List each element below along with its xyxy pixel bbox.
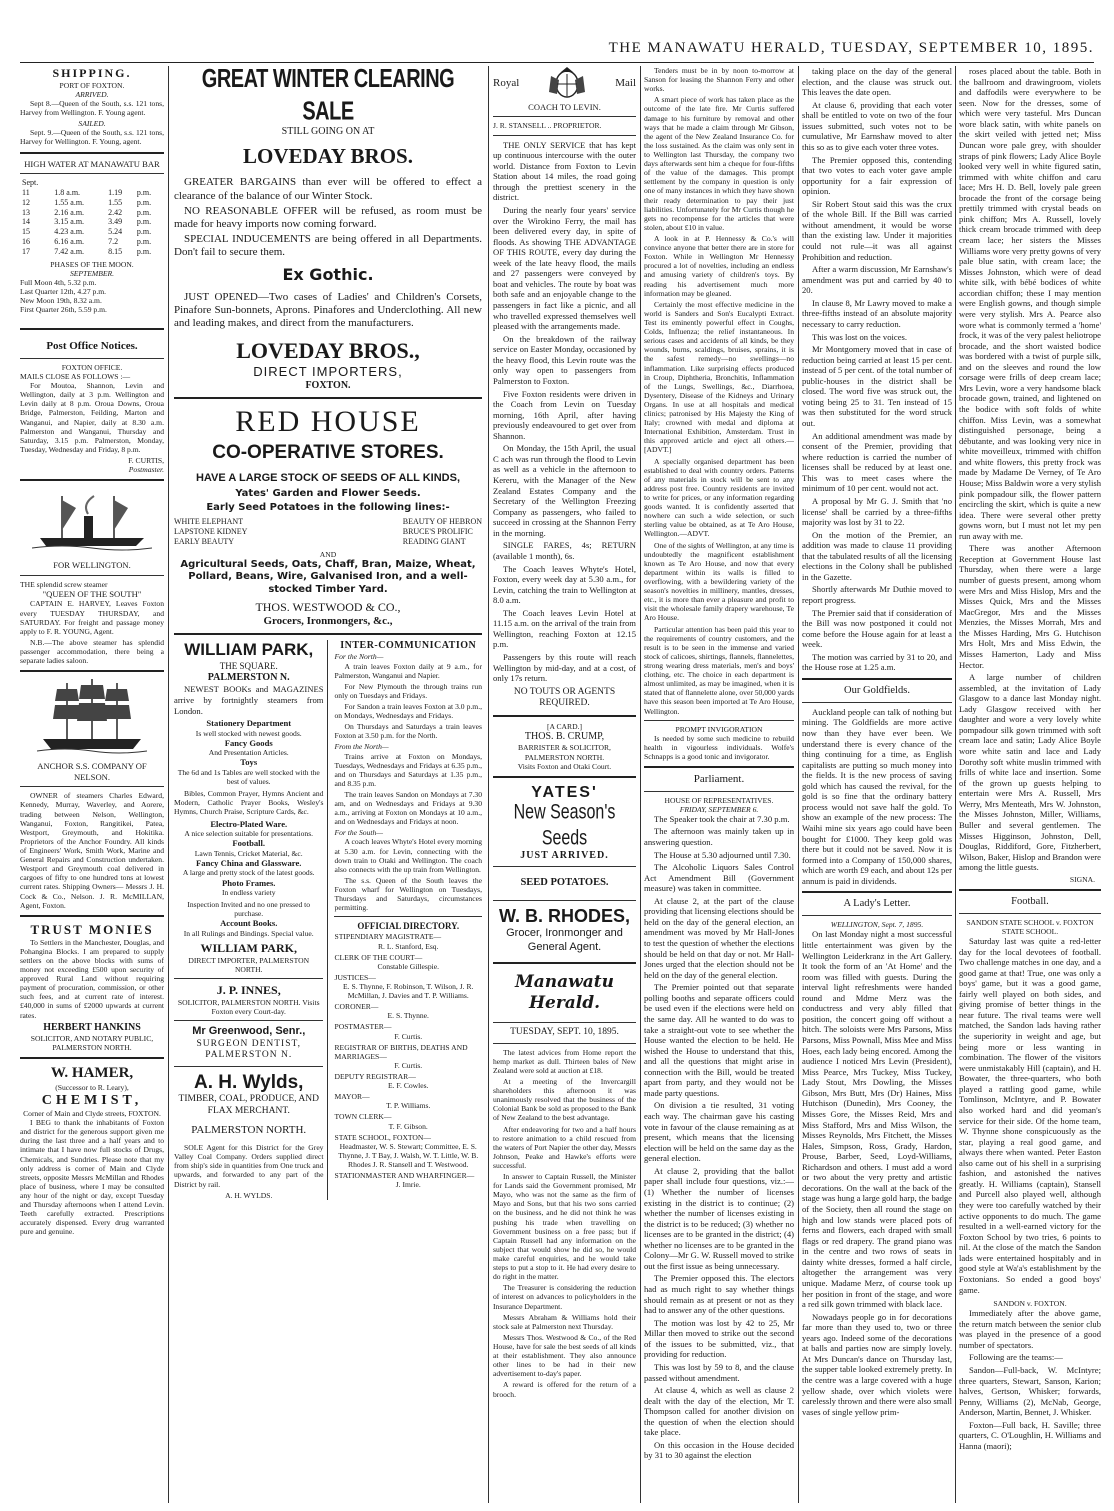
football-teams-text <box>959 1308 1101 1451</box>
inter-items <box>334 662 482 741</box>
parliament-paragraph: At clause 2, at the part of the clause providing that licensing elections should be held on the day of the general election, an amendment was moved by Mr Hall-Jones to test the question of whether the elections should be held on that day or not. Mr Hall-Jones urged that the election should not be held on the day of the general election. <box>644 895 794 980</box>
anchor-text: OWNER of steamers Charles Edward, Kennedy, Murray, Waverley, and Aorere, trading between Nelson, Wellington, Wanganui, Foxton, Rangitikei, Patea, Westport, Greymouth, and Hokitika. Proprietors of the Anchor Foundry. All kinds of Engineers' Work, Smith Work, Marine and General Repairs and Construction undertaken. Westport and Greymouth coal delivered in cargoes of fifty to one hundred tons at lowest current rates. Shipping Owners— Messrs J. H. Cock & Co., Nelson. J. R. McMILLAN, Agent, Foxton. <box>20 791 164 910</box>
column-parliament-cont <box>802 66 952 1503</box>
ladys-letter-text <box>802 929 952 1417</box>
house-heading: HOUSE OF REPRESENTATIVES. <box>664 795 774 805</box>
news-paragraph: Tenders must be in by noon to-morrow at Sanson for leasing the Shannon Ferry and other works. <box>644 66 794 94</box>
arrived-heading: ARRIVED. <box>75 89 109 99</box>
chemist-title: CHEMIST, <box>41 1092 143 1108</box>
issue-date: TUESDAY, SEPT. 10, 1895. <box>510 1026 619 1037</box>
tide-cell: 1.55 a.m. <box>54 197 85 207</box>
moon-phase: Full Moon 4th, 5.32 p.m. <box>20 277 97 287</box>
anchor-company: ANCHOR S.S. COMPANY OF NELSON. <box>37 761 147 782</box>
parliament-continued <box>802 66 952 673</box>
tide-row <box>20 188 164 198</box>
football-heading: Football. <box>232 838 266 849</box>
potato-variety: EARLY BEAUTY <box>174 537 235 547</box>
directory-list <box>334 932 482 1189</box>
coach-paragraph: Passengers by this route will reach Wellington by mid-day, and at a cost, of only 17s return. <box>493 652 636 684</box>
crump-town: PALMERSTON NORTH. <box>524 752 605 762</box>
tide-cell: 2.42 <box>108 207 123 217</box>
potato-variety: WHITE ELEPHANT <box>174 517 244 527</box>
just-arrived: JUST ARRIVED. <box>520 849 609 861</box>
parliament-paragraph: taking place on the day of the general election, and the clause was struck out. This leaves the date open. <box>802 66 952 98</box>
football-text <box>959 936 1101 1295</box>
mail-text: Mail <box>615 77 636 90</box>
ex-gothic: Ex Gothic. <box>282 265 374 285</box>
directory-office: POSTMASTER— <box>334 1022 392 1032</box>
column-shipping <box>20 66 164 1503</box>
directory-holder: J. Imrie. <box>395 1180 421 1190</box>
directory-office: CORONER— <box>334 1002 379 1012</box>
china-text: A large and pretty stock of the latest goods. <box>182 868 315 878</box>
sailing-ship-illustration <box>37 677 147 757</box>
sale-p3: SPECIAL INDUCEMENTS are being offered in all Departments. Don't fail to secure them. <box>174 233 482 259</box>
tide-cell: 4.23 a.m. <box>54 227 85 237</box>
tide-cell: 3.15 a.m. <box>54 217 85 227</box>
william-park: WILLIAM PARK, <box>184 640 314 660</box>
parliament-paragraph: After a warm discussion, Mr Earnshaw's amendment was put and carried by 40 to 20. <box>802 264 952 296</box>
tide-cell: p.m. <box>136 227 152 237</box>
letter-paragraph: On last Monday night a most successful little entertainment was given by the Wellington Leiderkranz in the Art Gallery. It took the form of an 'At Home' and the room was filled with guests. During the interval light refreshments were handed round and Mdme Merz was the conductress and very ably filled that position, the concert going off without a hitch. The soloists were Mrs Parsons, Miss Parsons, Miss Pownall, Miss Mee and Miss Hoes, each lady being encored. Among the audience I noticed Mrs Levin (President), Miss Pearce, Mrs Tuckey, Miss Tuckey, Lady Stout, Mrs Dowling, the Misses Gibson, Mrs Butt, Mrs (Dr) Haines, Miss Hutchison (Dunedin), Mrs Cooney, the Misses Gore, the Misses Reid, Mrs and Miss Stafford, Mrs and Miss Wilson, the Misses Reynolds, Mrs Fitchett, the Misses Hales, Simpson, Ross, Grady, Hardon, Prouse, Barber, Seed, Loyd-Williams, Richardson and others. I must add a word or two about the very pretty and artistic decorations. On the wall at the back of the stage was hung a large gold harp, the badge of the Society, then all round the stage on high and low stands were placed pots of ferns and flowers, each draped with small flags or red drapery. The grand piano was in the centre and two rows of seats in dainty white dresses, formed a half circle, altogether the arrangement was very unique. Madame Merz, of course took up her position in front of the stage, and wore a red silk gown trimmed with black lace. <box>802 929 952 1310</box>
stansell-proprietor: J. R. STANSELL .. PROPRIETOR. <box>493 121 602 131</box>
tide-row <box>20 208 164 218</box>
column-rule <box>955 66 956 1503</box>
sailed-text: Sept. 9.—Queen of the South, s.s. 121 tons, Harvey for Wellington. F. Young, agent. <box>20 128 164 147</box>
coach-paragraph: THE ONLY SERVICE that has kept up continuous intercourse with the outer world. Distance from Foxton to Levin Station about 14 miles, the road going through the prettiest scenery in the district. <box>493 139 636 203</box>
column-rule <box>168 66 169 1503</box>
shipping-title: SHIPPING. <box>52 66 132 80</box>
sailed-heading: SAILED. <box>78 119 106 129</box>
coach-title: COACH TO LEVIN. <box>528 102 601 112</box>
prompt-invigoration: PROMPT INVIGORATION <box>675 724 763 734</box>
for-wellington: FOR WELLINGTON. <box>53 560 131 571</box>
football-paragraph: Saturday last was quite a red-letter day for the local devotees of football. Two challenge matches in one day, and a good game at that! True, one was only a boys' game, but it was a good game, fairly well played on both sides, and giving promise of better things in the near future. The rival teams were well matched, the Sandon lads having rather the superiority in weight and age, but being more or less wanting in combination. The flower of the visitors were unmistakably Hill (captain), and H. Bowater, the three-quarters, who both played a rattling good game, while Tomlinson, McIntyre, and P. Bowater also worked hard and did yeoman's service for their side. Of the home team, W. Thynne shone conspicuously as the star, playing a real good game, and always there when wanted. Peter Easton also came out of his shell in a surprising fashion, and astonished the natives greatly. H. Williams (captain), Stansell and Purcell also played well, although they were too carefully watched by their active opponents to do much. The game resulted in a well-earned victory for the Foxton School by two tries, 6 points to nil. At the close of the match the Sandon lads were entertained hospitably and in good style at Wa'a's establishment by the Foxtonians. So ended a good boys' game. <box>959 935 1101 1295</box>
wylds-trade: TIMBER, COAL, PRODUCE, AND FLAX MERCHANT. <box>178 1094 319 1116</box>
parliament-text <box>644 814 794 1461</box>
hamer-successor: (Successor to R. Leary), <box>55 1082 129 1092</box>
stationery-text: Is well stocked with newest goods. <box>195 728 302 738</box>
hankins-title: SOLICITOR, AND NOTARY PUBLIC, PALMERSTON NORTH. <box>30 1034 154 1053</box>
parliament-paragraph: The afternoon was mainly taken up in answering question. <box>644 826 794 847</box>
westwood-trade: Grocers, Ironmongers, &c., <box>263 614 393 627</box>
coach-paragraph: The Coach leaves Whyte's Hotel, Foxton, every week day at 5.30 a.m., for Levin, catching the train to Wellington at 8.0 a.m. <box>493 563 636 606</box>
parliament-paragraph: The Alcoholic Liquors Sales Control Act Amendment Bill (Government measure) was taken in committee. <box>644 862 794 894</box>
from-north: From the North— <box>334 742 389 752</box>
parliament-paragraph: At clause 6, providing that each voter shall be entitled to vote on two of the four issues submitted, such votes not to be cumulative, Mr Earnshaw moved to alter this so as to give each voter three votes. <box>802 99 952 152</box>
parliament-paragraph: Sir Robert Stout said this was the crux of the whole Bill. If the Bill was carried without amendment, it would be worse than the existing law. Under it majorities could not rule—it was all against Prohibition and reduction. <box>802 198 952 262</box>
football-text: Lawn Tennis, Cricket Material, &c. <box>194 848 303 858</box>
new-seeds: New Season's Seeds <box>513 801 616 850</box>
yates-title: YATES' <box>531 783 598 801</box>
crump-name: THOS. B. CRUMP, <box>524 731 605 743</box>
red-house: RED HOUSE <box>235 405 421 438</box>
parliament-paragraph: Mr Montgomery moved that in case of reduction being carried at least 15 per cent. instead of 5 per cent. of the total number of public-houses in the district shall be closed. The word five was struck out, the voting being 25 to 31. Ten instead of 15 was then substituted for the word struck out. <box>802 344 952 428</box>
innes-name: J. P. INNES, <box>216 983 281 998</box>
news-paragraph: In answer to Captain Russell, the Minister for Lands said the Government promised, Mr Mayo, who was not the same as the firm of Mayo and Sons, but that his two sons carried on the business, and he did not think he was pushing his trade when travelling on Government business on a free pass; but if Captain Russell had any information on the subject that would show he did so, he would make careful enquiries, and he would take steps to put a stop to it. He had every desire to do right in the matter. <box>493 1172 636 1282</box>
arrived-text: Sept 8.—Queen of the South, s.s. 121 tons, Harvey from Wellington. F. Young agent. <box>20 98 164 118</box>
potato-variety: LAPSTONE KIDNEY <box>174 527 248 537</box>
moon-list <box>20 278 164 314</box>
post-signature-title: Postmaster. <box>128 465 164 475</box>
manawatu-herald-title: Manawatu Herald. <box>514 972 615 1014</box>
greenwood-name: Mr Greenwood, Senr., <box>192 1025 306 1038</box>
potato-list-right <box>403 517 482 546</box>
train-notice: Trains arrive at Foxton on Mondays, Tuesdays, Wednesdays and Fridays at 6.35 p.m., and on Thursdays and Saturdays at 1.35 p.m., and 8.35 p.m. <box>334 751 482 788</box>
parliament-paragraph: On this occasion in the House decided by 31 to 30 against the election <box>644 1439 794 1461</box>
sale-title: GREAT WINTER CLEARING SALE <box>201 66 455 126</box>
news-paragraph: At a meeting of the Invercargill shareholders this afternoon it was unanimously resolved that the business of the Colonial Bank be sold as proposed to the Bank of New Zealand to the best advantage. <box>493 1076 636 1123</box>
westwood-name: THOS. WESTWOOD & CO., <box>255 599 401 614</box>
parliament-paragraph: The Premier opposed this. The electors had as much right to say whether things should remain as at present or not as they had to answer any of the other questions. <box>644 1273 794 1316</box>
news-paragraph: Messrs Thos. Westwood & Co., of the Red House, have for sale the best seeds of all kinds at their establishment. They also announce other lines to be had in their new advertisement to-day's paper. <box>493 1332 636 1379</box>
train-notice: For New Plymouth the through trains run only on Tuesdays and Fridays. <box>334 681 482 700</box>
goldfields-heading: Our Goldfields. <box>844 684 910 696</box>
train-notice: For Sandon a train leaves Foxton at 3.0 p.m., on Mondays, Wednesdays and Fridays. <box>334 701 482 721</box>
column-rule <box>798 66 799 1503</box>
port-heading: PORT OF FOXTON. <box>59 80 125 90</box>
for-south: For the South— <box>334 828 383 838</box>
tide-cell: p.m. <box>136 207 152 217</box>
parliament-paragraph: An additional amendment was made by consent of the Premier, providing that where reduction is carried the number of licenses shall be reduced by at least one. This was to meet cases where the minimum of 10 per cent. would not act. <box>802 430 952 494</box>
crump-title: BARRISTER & SOLICITOR, <box>518 743 611 753</box>
signa-signature: SIGNA. <box>1069 874 1095 884</box>
coach-notice: The s.s. Queen of the South leaves the Foxton wharf for Wellington on Tuesdays, Thursdays and Saturdays, circumstances permitting. <box>334 875 482 913</box>
sale-p2: NO REASONABLE OFFER will be refused, as room must be made for heavy imports now coming forward. <box>174 204 482 230</box>
directory-office: REGISTRAR OF BIRTHS, DEATHS AND MARRIAGES— <box>334 1042 468 1061</box>
news-paragraph: Certainly the most effective medicine in the world is Sanders and Son's Eucalypti Extract. Test its eminently powerful effect in Coughs, Colds, Influenza; the relief instantaneous. In serious cases and accidents of all kinds, be they wounds, burns, scaldings, bruises, sprains, it is the safest remedy—no swellings—no inflammation. Like surprising effects produced in Croup, Diphtheria, Bronchitis, Inflammation of the Lungs, Swellings, &c., Diarrhoea, Dysentery, Disease of the Kidneys and Urinary Organs. In use at all hospitals and medical clinics; patronised by His Majesty the King of Italy; crowned with medal and diploma at International Exhibition, Amsterdam. Trust in this approved article and eject all others.—[ADVT.] <box>644 299 794 455</box>
news-paragraph: One of the sights of Wellington, at any time is undoubtedly the magnificent establishment known as Te Aro House, and now that every department within its walls is filled to overflowing, with a bewildering variety of the season's novelties in millinery, mantles, dresses, etc., it is more than ever a pleasure and profit to visit the wholesale family drapery warehouse, Te Aro House. <box>644 540 794 623</box>
innes-text: SOLICITOR, PALMERSTON NORTH. Visits Foxton every Court-day. <box>177 997 320 1016</box>
directory-holder: Constable Gillespie. <box>377 961 440 971</box>
coach-text <box>493 140 636 684</box>
electro-heading: Electro-Plated Ware. <box>210 818 288 829</box>
crump-visits: Visits Foxton and Otaki Court. <box>517 761 612 771</box>
parliament-paragraph: The Premier opposed this, contending that two votes to each voter gave ample opportunity for a fair expression of opinion. <box>802 154 952 197</box>
coach-notice: A coach leaves Whyte's Hotel every morning at 5.30 a.m. for Levin, connecting with the down train to Otaki and Wellington. The coach also connects with the up train from Wellington. <box>334 837 482 874</box>
post-title: Post Office Notices. <box>46 340 138 353</box>
tide-cell: 7.2 <box>108 237 119 247</box>
news-paragraph: A look in at P. Hennessy & Co.'s will convince anyone that better there are in store for Foxton. While in Wellington Mr Hennessy procured a lot of novelties, including an endless and amusing variety of children's toys. By reading his advertisement much more information may be gleaned. <box>644 233 794 298</box>
directory-holder: F. Curtis. <box>394 1031 423 1041</box>
china-heading: Fancy China and Glassware. <box>196 857 302 868</box>
coach-paragraph: During the nearly four years' service over the Wirokino Ferry, the mail has been delivered every day, in spite of floods. As showing THE ADVANTAGE OF THIS ROUTE, every day during the week of the late heavy flood, the mails and 27 passengers were conveyed by boat and vehicles. The route by boat was both safe and an enjoyable change to the passengers in fact like a picnic, and all who travelled expressed themselves well pleased with the arrangements made. <box>493 204 636 332</box>
train-notice: A train leaves Foxton daily at 9 a.m., for Palmerston, Wanganui and Napier. <box>334 661 482 680</box>
post-signature: F. CURTIS, <box>128 455 164 465</box>
chemist-text: I BEG to thank the inhabitants of Foxton and district for the generous support given me during the last three and a half years and to intimate that I have now full stocks of Drugs, Chemicals, and Sundries. Please note that my only address is corner of Main and Clyde streets, opposite Messrs McMillan and Rhodes place of business, where I may be consulted any hour of the night or day, except Tuesday and Thursday afternoons when I attend Levin. Teeth carefully extracted. Prescriptions accurately dispensed. Every drug warranted pure and genuine. <box>20 1118 164 1237</box>
royal-arms-icon <box>547 66 587 102</box>
tide-cell: 1.19 <box>108 187 123 197</box>
tide-cell: 1.8 a.m. <box>54 187 81 197</box>
wpark-palmerston: PALMERSTON N. <box>207 672 290 684</box>
potato-variety: BRUCE'S PROLIFIC <box>402 527 473 537</box>
rhodes-name: W. B. RHODES, <box>498 905 630 926</box>
fancy-text: And Presentation Articles. <box>208 748 289 758</box>
stationery-heading: Stationery Department <box>206 718 292 729</box>
parliament-paragraph: On division a tie resulted, 31 voting each way. The chairman gave his casting vote in favour of the clause remaining as at present, which means that the licensing election will be held on the same day as the general election. <box>644 1100 794 1164</box>
tide-cell: 12 <box>22 197 30 207</box>
tide-cell: 14 <box>22 217 30 227</box>
news-paragraph: A reward is offered for the return of a brooch. <box>493 1380 636 1399</box>
tide-cell: 11 <box>22 187 30 197</box>
column-rule <box>640 66 641 1503</box>
photo-heading: Photo Frames. <box>222 877 276 888</box>
tide-cell: 3.49 <box>108 217 123 227</box>
parliament-paragraph: This was lost by 59 to 8, and the clause passed without amendment. <box>644 1361 794 1383</box>
yates-seeds: Yates' Garden and Flower Seeds. <box>235 487 421 499</box>
goldfields-text <box>802 707 952 887</box>
potato-variety: BEAUTY OF HEBRON <box>402 517 482 527</box>
hankins-name: HERBERT HANKINS <box>43 1021 141 1033</box>
mails-heading: MAILS CLOSE AS FOLLOWS :— <box>20 371 131 381</box>
news-paragraph: The Treasurer is considering the reduction of interest on advances to policyholders in the Insurance Department. <box>493 1283 636 1311</box>
coop-stores: CO-OPERATIVE STORES. <box>212 441 444 463</box>
coach-paragraph: The Coach leaves Levin Hotel at 11.15 a.m. on the arrival of the train from Wellington, reaching Foxton at 12.15 p.m. <box>493 607 636 650</box>
bibles-text: Bibles, Common Prayer, Hymns Ancient and Modern, Catholic Prayer Books, Wesley's Hymns, Church Praise, Scripture Cards, &c. <box>174 789 324 817</box>
directory-office: TOWN CLERK— <box>334 1112 392 1122</box>
parliament-paragraph: This was lost on the voices. <box>812 331 907 342</box>
william-park-2: WILLIAM PARK, <box>200 941 297 956</box>
moon-title: PHASES OF THE MOON. <box>50 259 134 269</box>
football-paragraph: Foxton—Full back, H. Saville; three quarters, C. O'Loughlin, H. Williams and Hanna (maori); <box>959 1419 1101 1451</box>
wylds-ad: SOLE Agent for this District for the Grey Valley Coal Company. Orders supplied direct from ship's side in quantities from One truck and upwards, and forwarded to any part of the District by rail. <box>174 1143 324 1189</box>
steamer-illustration <box>32 486 152 556</box>
parliament-paragraph: The Premier said that if consideration of the Bill was now postponed it could not come before the House again for at least a week. <box>802 607 952 650</box>
loveday-title: LOVEDAY BROS. <box>243 144 413 169</box>
toys-text: The 6d and 1s Tables are well stocked with the best of values. <box>177 767 320 787</box>
tide-cell: 6.16 a.m. <box>54 237 85 247</box>
direct-importers: DIRECT IMPORTERS, <box>253 363 403 379</box>
tide-table <box>20 178 164 257</box>
directory-holder: R. L. Stanford, Esq. <box>377 941 439 951</box>
parliament-heading: Parliament. <box>693 773 745 786</box>
tide-row <box>20 247 164 257</box>
directory-office: CLERK OF THE COURT— <box>334 952 423 962</box>
parliament-paragraph: Shortly afterwards Mr Duthie moved to report progress. <box>802 584 952 605</box>
tide-cell: 2.16 a.m. <box>54 207 85 217</box>
fancy-goods: Fancy Goods <box>224 737 273 748</box>
loveday-bros: LOVEDAY BROS., <box>236 337 420 363</box>
steamer-text: CAPTAIN E. HARVEY, Leaves Foxton every TUESDAY THURSDAY, and SATURDAY. For freight and passage money apply to F. R. YOUNG, Agent. <box>20 599 164 636</box>
parliament-paragraph: The motion was lost by 42 to 25, Mr Millar then moved to strike out the second of the issues to be submitted, viz., that providing for reduction. <box>644 1317 794 1360</box>
sale-sub: STILL GOING ON AT <box>281 126 375 138</box>
news-paragraph: A smart piece of work has taken place as the outcome of the late fire. Mr Curtis suffered damage to his furniture by removal and other ways that he made a claim through Mr Gibson, the agent of the New Zealand Insurance Co. for the loss sustained. As the claim was only sent in to Wellington last Thursday, the company two days afterwards sent him a cheque for four-fifths of the value of the damages. This prompt settlement by the company in question is only one of many instances in which they have shown their ready determination to pay their just liabilities. Unfortunately for Mr Curtis though he gets no recompense for the articles that were stolen, about £10 in value. <box>644 95 794 232</box>
tide-row <box>20 198 164 208</box>
greenwood-text: SURGEON DENTIST, PALMERSTON N. <box>196 1038 301 1061</box>
directory-holder: F. Curtis. <box>394 1060 423 1070</box>
toys-heading: Toys <box>240 757 258 768</box>
for-north: For the North— <box>334 652 384 662</box>
tide-row <box>20 217 164 227</box>
tide-header: Sept. <box>22 178 39 188</box>
column-advertisements <box>174 66 482 1503</box>
mails-text: For Moutoa, Shannon, Levin and Wellington, daily at 3 p.m. Wellington and Levin daily at 8 p.m. Oroua Downs, Oroua Bridge, Palmerston, Feilding, Marton and Wanganui, and Napier, daily at 8.30 a.m. Palmerston and Wanganui, Thursday and Saturday, 3.15 p.m. Palmerston, Monday, Tuesday, Wednesday and Friday, 8 p.m. <box>20 381 164 454</box>
tide-cell: 13 <box>22 207 30 217</box>
inspection-text: Inspection Invited and no one pressed to purchase. <box>187 900 311 919</box>
directory-office: STATE SCHOOL, FOXTON— <box>334 1132 431 1142</box>
parliament-paragraph: The motion was carried by 31 to 20, and the House rose at 1.25 a.m. <box>802 651 952 673</box>
column-society-football <box>959 66 1101 1503</box>
steamer-nb: N.B.—The above steamer has splendid passenger accommodation, there being a separate ladies saloon. <box>20 637 164 666</box>
tide-cell: p.m. <box>136 246 152 256</box>
coach-paragraph: On Monday, the 15th April, the usual C ach was run through the flood to Levin as well as a vehicle in the afternoon to Kereru, with the Manager of the New Zealand Estates Company and the Secretary of the Wellington Freezing Company as passengers, who failed to succeed in crossing at the Shannon Ferry in the morning. <box>493 443 636 538</box>
directory-holder: E. S. Thynne, F. Robinson, T. Wilson, J. R. McMillan, J. Davies and T. P. Williams. <box>343 981 474 1001</box>
tide-row <box>20 237 164 247</box>
wylds-palmerston: PALMERSTON NORTH. <box>191 1123 307 1136</box>
parliament-paragraph: At clause 4, which as well as clause 2 dealt with the day of the election, Mr T. Thompson called for another division on the question of when the election should take place. <box>644 1385 794 1438</box>
moon-phase: Last Quarter 12th, 4.27 p.m. <box>20 287 107 297</box>
post-office: FOXTON OFFICE. <box>61 362 123 372</box>
wellington-dateline: WELLINGTON, Sept. 7, 1895. <box>830 920 924 930</box>
wpark2-text: DIRECT IMPORTER, PALMERSTON NORTH. <box>188 955 310 974</box>
loveday-foxton: FOXTON. <box>305 379 351 391</box>
tide-title: HIGH WATER AT MANAWATU BAR <box>24 158 160 169</box>
moon-phase: New Moon 19th, 8.32 a.m. <box>20 296 102 306</box>
tide-cell: 1.55 <box>108 197 123 207</box>
parliament-paragraph: In clause 8, Mr Lawry moved to make a three-fifths instead of an absolute majority necessary to carry reduction. <box>802 297 952 329</box>
directory-office: DEPUTY REGISTRAR— <box>334 1071 416 1081</box>
card-label: [A CARD.] <box>546 722 583 732</box>
potato-variety: READING GIANT <box>402 537 466 547</box>
steamer-name: "QUEEN OF THE SOUTH" <box>42 588 142 599</box>
column-rule <box>488 66 489 1503</box>
column-coach <box>493 66 636 1503</box>
ladys-letter-heading: A Lady's Letter. <box>843 898 911 910</box>
sandon-school-heading: SANDON STATE SCHOOL v. FOXTON STATE SCHOOL. <box>966 917 1094 936</box>
trust-text: To Settlers in the Manchester, Douglas, and Pohangina Blocks. I am prepared to supply settlers on the above blocks with sums of money not exceeding £500 upon security of approved Rural Land without requiring payment of procuration, commission, or other such fees, and at current rate of interest. £40,000 in sums of £2000 upwards at current rates. <box>20 937 164 1020</box>
parliament-paragraph: The Speaker took the chair at 7.30 p.m. <box>654 813 790 824</box>
goldfields-paragraph: Auckland people can talk of nothing but mining. The Goldfields are more active now than they have ever been. We understand there is every chance of the thing continuing for a time, as English capitalists are putting so much money into the fields. It is the new process of saving gold which has caused the revival, for the gold is so fine that the ordinary battery process would not save half the gold. To show an example of the new process: The Waihi mine six years ago could have been bought for £1000. They keep gold was there but it could not be saved. Now it is formed into a Company of 150,000 shares, which are worth £9 each, and about 12s per annum is paid in dividends. <box>802 706 952 886</box>
tide-cell: 7.42 a.m. <box>54 246 85 256</box>
directory-office: JUSTICES— <box>334 972 376 982</box>
letter-paragraph: A large number of children assembled, at the invitation of Lady Glasgow to a dance last Monday night. Lady Glasgow received with her daughter and wore a very lovely white pompadour silk gown trimmed with soft cream lace and satin; Lady Alice Boyle wore white satin and lace and Lady Dorothy soft white muslin trimmed with frills of white lace and insertion. Some of the grown up guests helping to entertain were Mrs A. Russell, Mrs Werry, Mrs Menteath, Mrs W. Johnston, the Misses Johnston, Miller, Williams, Buller and several gentlemen. The Misses Higginson, Johnston, Dell, Douglas, Riddiford, Gore, Fitzherbert, Wilson, Baker, Hislop and Brandon were among the little guests. <box>959 672 1101 873</box>
agricultural-seeds: Agricultural Seeds, Oats, Chaff, Bran, Maize, Wheat, Pollard, Beans, Wire, Galvanised Iron, and a well-stocked Timber Yard. <box>180 558 476 595</box>
seeds-heading: HAVE A LARGE STOCK OF SEEDS OF ALL KINDS, <box>195 472 461 485</box>
and-text: AND <box>319 549 337 559</box>
tide-row <box>20 227 164 237</box>
photo-text: In endless variety <box>221 888 276 898</box>
tide-cell: p.m. <box>136 237 152 247</box>
no-touts: NO TOUTS OR AGENTS REQUIRED. <box>513 686 616 709</box>
wylds-name: A. H. Wylds, <box>194 1071 304 1093</box>
seed-potatoes-heading: Early Seed Potatoes in the following lines:- <box>206 502 450 514</box>
sandon-foxton-heading: SANDON v. FOXTON. <box>993 1299 1067 1309</box>
news-items <box>493 1048 636 1399</box>
parliament-paragraph: A proposal by Mr G. J. Smith that 'no license' shall be carried by a three-fifths majority was lost by 31 to 22. <box>802 495 952 528</box>
letter-paragraph: roses placed about the table. Both in the ballroom and drawingroom, violets and daffodils were everywhere to be seen. Now for the dresses, some of which were very tasteful. Mrs Duncan wore black satin, with white panels on the skirt veiled with jetted net; Miss Duncan wore pale grey, with shoulder straps of pink flowers; Lady Alice Boyle looked very well in white figured satin, trimmed with white chiffon and caru lace; Mrs H. D. Bell, lovely pale green brocade the front of the corsage being prettily trimmed with crystal beads on pink chiffon; Mrs A. Russell, lovely thick cream brocade trimmed with deep cream lace; her sisters the Misses Williams wore very pretty gowns of very pale blue satin, with cream lace; the Misses Johnston, which were of dead white silk, with bébé bodices of white accordian chiffon; these I may mention were English gowns, and though simple were very stylish. Mrs A. Pearce also wore what is commonly termed a 'home' frock, it was of the very palest heliotrope brocade, and the short waisted bodice was bordered with a twist of purple silk, and on the sleeves and round the low corsage were frills of deep cream lace; Mrs Levin, wore a very handsome black brocade gown, trained, and lightened on the bodice with soft folds of white chiffon. Miss Levin, was a somewhat distinguished personage, being a débutante, and was looking very nice in white moveilleux, trimmed with chiffon and white flowers, this pretty frock was made by Madame De Verney, of Te Aro House; Miss Baldwin wore a very stylish pink pompadour silk, the flower pattern encircling the skirt, which is quite a new idea. There were several other pretty gowns worn, but I must not let my pen run away with me. <box>959 66 1101 541</box>
rhodes-trade: Grocer, Ironmonger and General Agent. <box>506 927 623 953</box>
electro-text: A nice selection suitable for presentations. <box>184 829 314 839</box>
parliament-paragraph: The Premier pointed out that separate polling booths and separate officers could be used even if the elections were held on the same day. All he wanted to do was to take a straight-out vote to see whether the House wanted the election to be held. He wished the House to understand that this, and all the questions that might arise in connection with the Bill, would be treated apart from party, and they would not be made party questions. <box>644 982 794 1098</box>
news-paragraph: A specially organised department has been established to deal with country orders. Patterns of any materials in stock will be sent to any address post free. Country residents are invited to write for prices, or any information regarding goods wanted. It is confidently asserted that nowhere can such a wide selection, or such sterling value be obtained, as at Te Aro House, Wellington.—ADVT. <box>644 456 794 539</box>
inter-communication: INTER-COMMUNICATION <box>340 640 477 652</box>
directory-holder: E. F. Cowles. <box>387 1081 429 1091</box>
south-items <box>334 837 482 912</box>
football-heading: Football. <box>1011 895 1049 907</box>
parliament-paragraph: On the motion of the Premier, an addition was made to clause 11 providing that the tabulated results of all the licensing elections in the Colony shall be published in the Gazette. <box>802 529 952 582</box>
wylds-signature: A. H. WYLDS. <box>225 1190 273 1200</box>
coach-paragraph: Five Foxton residents were driven in the Coach from Levin on Tuesday morning, 16th April, after having previously endeavoured to get over from Shannon. <box>493 388 636 441</box>
tide-cell: 17 <box>22 246 30 256</box>
trust-monies: TRUST MONIES <box>30 921 154 937</box>
moon-month: SEPTEMBER. <box>69 268 115 278</box>
wpark-text: NEWEST BOOKs and MAGAZINES arrive by fortnightly steamers from London. <box>174 684 324 716</box>
news-paragraph: Messrs Abraham & Williams hold their stock sale at Palmerston next Thursday. <box>493 1312 636 1331</box>
tide-cell: p.m. <box>136 197 152 207</box>
local-news <box>644 66 794 716</box>
account-heading: Account Books. <box>220 918 278 929</box>
news-paragraph: After endeavoring for two and a half hours to restore animation to a child rescued from the waters of Port Napier the other day, Messrs Johnson, Peake and Hawke's efforts were successful. <box>493 1124 636 1170</box>
football-paragraph: Sandon—Full-back, W. McIntyre; three quarters, Stewart, Sanson, Karion; halves, Gertson, Whisker; forwards, Penny, Williams (2), McNab, George, Anderson, Martin, Bennet, J. Whisker. <box>959 1365 1101 1418</box>
masthead: THE MANAWATU HERALD, TUESDAY, SEPTEMBER 10, 1895. <box>20 40 1094 63</box>
tide-cell: p.m. <box>136 187 152 197</box>
football-paragraph: Immediately after the above game, the return match between the senior club was played in the presence of a good number of spectators. <box>959 1308 1101 1350</box>
friday-date: FRIDAY, SEPTEMBER 6. <box>679 804 759 814</box>
hamer-name: W. HAMER, <box>50 1065 134 1082</box>
news-paragraph: The latest advices from Home report the hemp market as dull. Thirteen bales of New Zealand were sold at auction at £18. <box>493 1047 636 1075</box>
tide-cell: 16 <box>22 237 30 247</box>
steamer-intro: THE splendid screw steamer <box>20 579 108 589</box>
parliament-paragraph: At clause 2, providing that the ballot paper shall include four questions, viz.:—(1) Whether the number of licenses existing in the district is to continue; (2) whether the number of licenses existing in the district is to be reduced; (3) whether no licenses are to be granted in the district; (4) whether no licenses are to be granted in the Colony—Mr G. W. Russell moved to strike out the first issue as being unnecessary. <box>644 1165 794 1271</box>
moon-phase: First Quarter 26th, 5.59 p.m. <box>20 305 107 315</box>
train-notice: On Thursdays and Saturdays a train leaves Foxton at 3.50 p.m. for the North. <box>334 722 482 741</box>
tide-cell: 15 <box>22 227 30 237</box>
column-local-news <box>644 66 794 1503</box>
society-text <box>959 66 1101 873</box>
tide-cell: p.m. <box>136 217 152 227</box>
parliament-paragraph: The House at 5.30 adjourned until 7.30. <box>654 849 791 860</box>
potato-list-left <box>174 517 247 546</box>
directory-office: MAYOR— <box>334 1092 370 1102</box>
directory-holder: T. F. Gibson. <box>388 1121 428 1131</box>
prompt-text: Is needed by some such medicine to rebuild health in vigourless individuals. Wolfe's Schnapps is a good tonic and invigorator. <box>644 733 794 761</box>
train-notice: The train leaves Sandon on Mondays at 7.30 am, and on Wednesdays and Fridays at 9.30 a.m., arriving at Foxton on Mondays at 10 a.m., and on Wednesdays and Fridays at noon. <box>334 789 482 827</box>
account-text: In all Rulings and Bindings. Special value. <box>183 928 314 938</box>
seed-potatoes: SEED POTATOES. <box>520 877 609 889</box>
letter-paragraph: Nowadays people go in for decorations far more than they used to, two or three years ago. Indeed some of the decorations at balls and parties now are simply lovely. At Mrs Duncan's dance on Thursday last, the supper table looked extremely pretty. In the centre was a large covered with a huge yellow shade, over which violets were carelessly thrown and there were also small vases of single yellow prim- <box>802 1311 952 1417</box>
tide-cell: 5.24 <box>108 227 123 237</box>
tide-cell: 8.15 <box>108 246 123 256</box>
coach-paragraph: On the breakdown of the railway service on Easter Monday, occasioned by the heavy flood, this Levin route was the only way open to passengers from Palmerston to Foxton. <box>493 333 636 386</box>
football-paragraph: Following are the teams:— <box>969 1352 1063 1363</box>
wpark-square: THE SQUARE. <box>219 661 278 672</box>
directory-holder: Headmaster, W. S. Stewart; Committee, E. S. Thynne, J. T Bay, J. Walsh, W. T. Little, W. B. Rhodes J. R. Stansell and T. Westwood. <box>338 1141 479 1169</box>
sale-p1: GREATER BARGAINS than ever will be offered to effect a clearance of the balance of our Winter Stock. <box>174 176 482 202</box>
sale-p4: JUST OPENED—Two cases of Ladies' and Children's Corsets, Pinafore Sun-bonnets, Aprons. Pinafores and Underclothing. All new and leading makes, and direct from the manufacturers. <box>174 291 482 330</box>
directory-holder: E. S. Thynne. <box>387 1011 429 1021</box>
official-directory: OFFICIAL DIRECTORY. <box>357 921 460 932</box>
letter-paragraph: There was another Afternoon Reception at Government House last Thursday, when there were a large number of guests present, among whom were Mrs and Miss Hislop, Mrs and the Misses Quick, Mrs and the Misses MacGregor, Mrs and the Misses Menzies, the Misses Morrah, Mrs and the Misses Harding, Mrs G. Hutchison Mrs Holt, Mrs and Miss Edwin, the Misses Hamerton, Lady and Miss Hector. <box>959 543 1101 670</box>
from-items <box>334 752 482 827</box>
coach-paragraph: SINGLE FARES, 4s; RETURN (available 1 month), 6s. <box>493 540 636 561</box>
news-paragraph: Particular attention has been paid this year to the requirements of country customers, and the result is to be seen in the immense and varied stock of calicoes, shirtings, flannels, flannelettes, strong wearing dress materials, men's and boys' clothing, etc. The choice in each department is almost unlimited, as may be imagined, when it is stated that of flannelette alone, over 50,000 yards have this season been imported at Te Aro House, Wellington. <box>644 624 794 716</box>
chemist-address: Corner of Main and Clyde streets, FOXTON. <box>23 1108 161 1118</box>
directory-office: STATIONMASTER AND WHARFINGER— <box>334 1171 475 1181</box>
royal-text: Royal <box>493 77 520 90</box>
directory-holder: T. P. Williams. <box>386 1101 431 1111</box>
directory-office: STIPENDIARY MAGISTRATE— <box>334 932 442 942</box>
